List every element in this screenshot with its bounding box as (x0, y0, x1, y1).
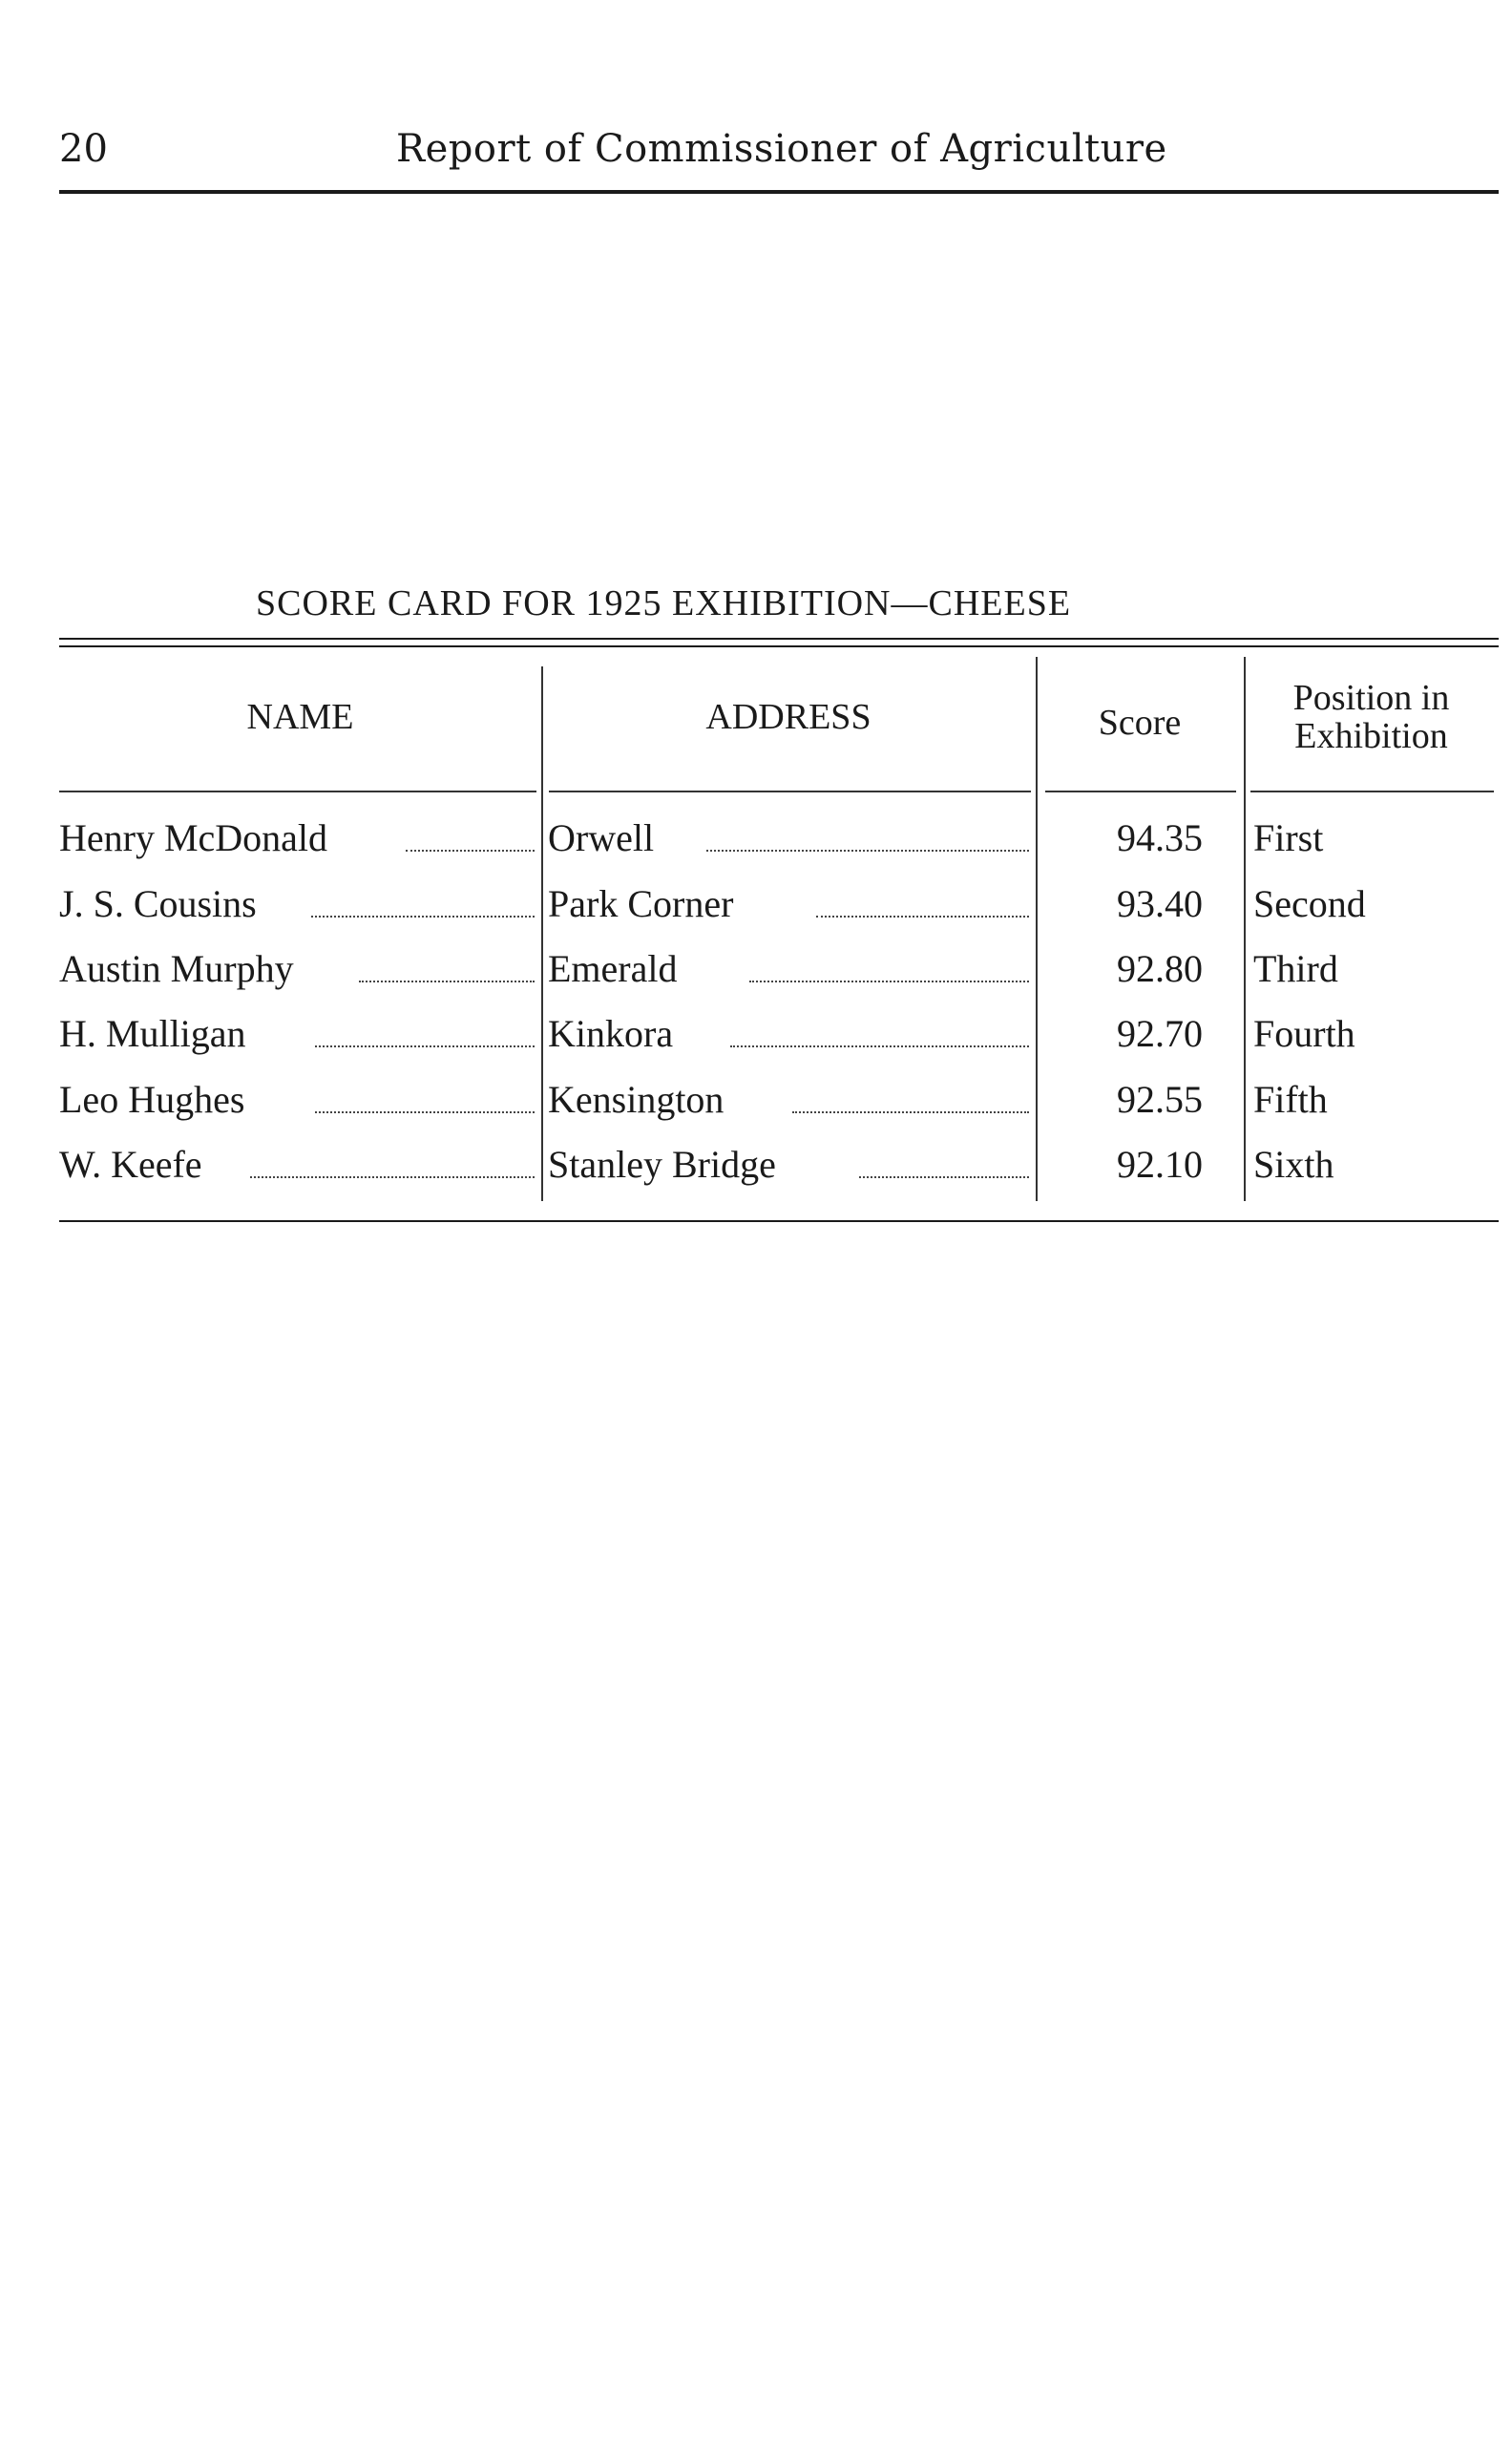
table-top-rule (59, 638, 1499, 640)
page-number: 20 (59, 127, 108, 171)
row-score: 93.40 (1117, 882, 1203, 925)
header-underline-score (1045, 791, 1236, 792)
dot-leader (406, 850, 535, 852)
header-underline-address (549, 791, 1031, 792)
row-position: Second (1253, 882, 1366, 925)
row-address: Stanley Bridge (548, 1143, 776, 1186)
row-address: Emerald (548, 947, 678, 990)
dot-leader (315, 1045, 535, 1047)
table-top-rule-inner (59, 645, 1499, 647)
row-score: 92.80 (1117, 947, 1203, 990)
table-bottom-rule (59, 1220, 1499, 1222)
row-name: H. Mulligan (59, 1012, 246, 1055)
row-name: W. Keefe (59, 1143, 202, 1186)
dot-leader (816, 916, 1029, 918)
column-header-name: NAME (246, 697, 354, 737)
dot-leader (730, 1045, 1029, 1047)
header-rule (59, 190, 1499, 194)
row-score: 92.70 (1117, 1012, 1203, 1055)
row-position: Fourth (1253, 1012, 1355, 1055)
row-name: Henry McDonald (59, 816, 328, 859)
running-title: Report of Commissioner of Agriculture (396, 127, 1167, 171)
row-address: Kinkora (548, 1012, 674, 1055)
row-address: Kensington (548, 1078, 724, 1121)
row-name: J. S. Cousins (59, 882, 257, 925)
dot-leader (250, 1176, 535, 1178)
column-header-address: ADDRESS (705, 697, 872, 737)
row-position: First (1253, 816, 1324, 859)
header-underline-position (1250, 791, 1494, 792)
column-header-position-line1: Position in (1292, 678, 1450, 718)
dot-leader (315, 1111, 535, 1113)
row-address: Park Corner (548, 882, 734, 925)
row-position: Sixth (1253, 1143, 1334, 1186)
row-score: 92.55 (1117, 1078, 1203, 1121)
row-address: Orwell (548, 816, 655, 859)
header-underline-name (59, 791, 536, 792)
dot-leader (706, 850, 1029, 852)
row-name: Austin Murphy (59, 947, 294, 990)
row-position: Fifth (1253, 1078, 1328, 1121)
table-title: SCORE CARD FOR 1925 EXHIBITION—CHEESE (256, 583, 1072, 623)
dot-leader (311, 916, 535, 918)
dot-leader (749, 981, 1029, 982)
row-position: Third (1253, 947, 1338, 990)
column-header-position-line2: Exhibition (1294, 715, 1448, 756)
row-score: 94.35 (1117, 816, 1203, 859)
row-score: 92.10 (1117, 1143, 1203, 1186)
column-header-position (1244, 680, 1499, 756)
column-header-score: Score (1098, 703, 1182, 743)
dot-leader (859, 1176, 1029, 1178)
dot-leader (792, 1111, 1029, 1113)
column-divider-name-address (541, 666, 543, 1201)
dot-leader (359, 981, 535, 982)
row-name: Leo Hughes (59, 1078, 245, 1121)
